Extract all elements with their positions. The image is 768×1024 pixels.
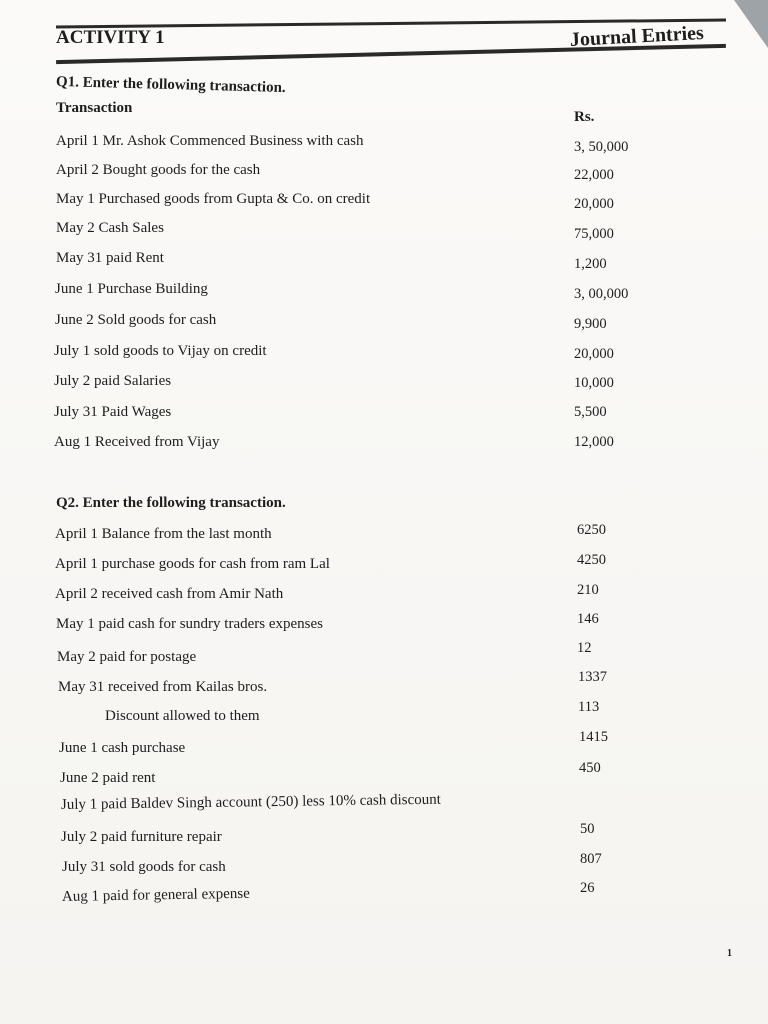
q2-row-amount: 6250 <box>577 522 606 538</box>
q1-row-amount: 1,200 <box>574 256 607 272</box>
q2-row-amount: 807 <box>580 851 602 867</box>
q1-row-text: July 2 paid Salaries <box>54 373 172 389</box>
q2-row-amount: 450 <box>579 760 601 776</box>
q2-row <box>0 729 768 766</box>
q2-row-text: July 1 paid Baldev Singh account (250) less 10% cash discount <box>60 791 442 813</box>
page-corner-fold <box>734 0 768 48</box>
q1-row-amount: 10,000 <box>574 375 614 391</box>
q2-row-amount: 146 <box>577 611 599 627</box>
q1-row-text: July 1 sold goods to Vijay on credit <box>54 343 267 359</box>
q2-row <box>0 791 768 823</box>
q2-row <box>0 552 768 582</box>
q2-row-text: April 1 Balance from the last month <box>55 526 272 542</box>
q1-row-amount: 5,500 <box>574 404 607 420</box>
q2-row-text: Discount allowed to them <box>105 708 260 724</box>
q1-row-text: June 1 Purchase Building <box>55 281 208 297</box>
q2-row <box>0 640 768 675</box>
q2-row <box>0 851 768 885</box>
q1-row-amount: 12,000 <box>574 434 614 450</box>
q1-row-amount: 3, 50,000 <box>574 139 629 155</box>
q1-row <box>0 312 768 338</box>
subject-title: Journal Entries <box>569 22 705 51</box>
q1-row-amount: 20,000 <box>574 346 614 362</box>
q2-row <box>0 611 768 642</box>
q1-row <box>0 373 768 399</box>
q1-row-text: May 2 Cash Sales <box>56 220 164 236</box>
q2-row-text: May 2 paid for postage <box>57 649 197 665</box>
q1-row-amount: 20,000 <box>574 196 614 212</box>
q2-row-amount: 12 <box>577 640 592 656</box>
q2-row <box>0 699 768 734</box>
q2-row-text: April 2 received cash from Amir Nath <box>55 586 284 602</box>
activity-title: ACTIVITY 1 <box>56 27 165 48</box>
q2-row-amount: 1337 <box>578 669 607 685</box>
q1-row <box>0 162 768 188</box>
q1-row <box>0 133 768 159</box>
q2-row-text: July 31 sold goods for cash <box>62 859 226 875</box>
q1-row-text: May 1 Purchased goods from Gupta & Co. on credit <box>56 191 371 207</box>
q1-row <box>0 281 768 307</box>
q2-row-amount: 113 <box>578 699 600 715</box>
q1-row-text: May 31 paid Rent <box>56 250 164 266</box>
q1-row-text: July 31 Paid Wages <box>54 404 172 420</box>
q1-row <box>0 250 768 276</box>
q2-row-amount: 50 <box>580 821 595 837</box>
q2-row-amount: 1415 <box>579 729 608 745</box>
q1-row-amount: 3, 00,000 <box>574 286 629 302</box>
q1-row-text: April 2 Bought goods for the cash <box>56 162 261 178</box>
q1-row <box>0 220 768 246</box>
q1-row-text: June 2 Sold goods for cash <box>55 312 217 328</box>
q2-row-amount: 26 <box>580 880 595 896</box>
q1-col-transaction: Transaction <box>56 100 133 116</box>
q2-row <box>0 522 768 552</box>
q1-row-text: Aug 1 Received from Vijay <box>54 434 220 450</box>
q2-row-amount: 4250 <box>577 552 606 568</box>
q2-row-amount: 210 <box>577 582 599 598</box>
q1-row <box>0 404 768 430</box>
q1-row-amount: 75,000 <box>574 226 614 242</box>
q2-row <box>0 821 768 855</box>
q1-col-amount: Rs. <box>574 109 595 125</box>
q2-row-text: June 2 paid rent <box>60 770 156 786</box>
q2-row <box>0 880 768 915</box>
q2-row-text: May 1 paid cash for sundry traders expenses <box>56 616 324 632</box>
q2-row <box>0 669 768 705</box>
q2-row-text: June 1 cash purchase <box>59 740 186 756</box>
q1-row <box>0 343 768 369</box>
q1-heading: Q1. Enter the following transaction. <box>55 74 286 97</box>
q1-row-amount: 22,000 <box>574 167 614 183</box>
page-number: 1 <box>727 948 732 959</box>
q1-row <box>0 191 768 217</box>
q2-row-text: May 31 received from Kailas bros. <box>58 679 268 695</box>
q2-row-text: April 1 purchase goods for cash from ram Lal <box>55 556 330 572</box>
q1-row-text: April 1 Mr. Ashok Commenced Business with cash <box>56 133 364 149</box>
q2-row <box>0 582 768 612</box>
q2-row-text: July 2 paid furniture repair <box>61 829 222 845</box>
q2-heading: Q2. Enter the following transaction. <box>56 495 286 511</box>
q2-row-text: Aug 1 paid for general expense <box>61 885 250 905</box>
q1-row <box>0 434 768 460</box>
q1-row-amount: 9,900 <box>574 316 607 332</box>
